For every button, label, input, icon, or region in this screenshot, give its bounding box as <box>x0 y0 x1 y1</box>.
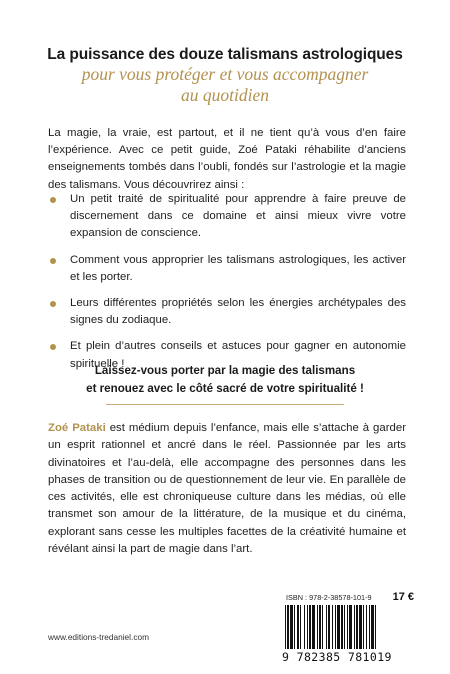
back-cover-title: La puissance des douze talismans astrologiques <box>47 46 403 63</box>
gold-divider <box>106 404 344 405</box>
list-item-text: Comment vous approprier les talismans astrologiques, les activer et les porter. <box>70 253 406 283</box>
isbn-price-row <box>286 590 414 604</box>
subtitle-line-2: au quotidien <box>181 85 269 105</box>
list-item-text: Et plein d’autres conseils et astuces pour gagner en autonomie spirituelle ! <box>70 340 406 370</box>
tagline-line-2: et renouez avec le côté sacré de votre spiritualité ! <box>86 381 364 395</box>
bullet-icon <box>50 344 56 350</box>
intro-paragraph: La magie, la vraie, est partout, et il ne tient qu’à vous d’en faire l’expérience. Avec ce petit guide, Zoé Pataki réhabilite d’anciens enseignements tombés dans l’oubli, fondés sur l’astrologie et la magie des talismans. Vous découvrirez ainsi : <box>48 127 406 191</box>
subtitle-line-1: pour vous protéger et vous accompagner <box>81 64 369 84</box>
list-item <box>48 295 406 329</box>
bullet-icon <box>50 197 56 203</box>
feature-list <box>48 191 406 373</box>
tagline-line-1: Laissez-vous porter par la magie des talismans <box>94 364 356 377</box>
list-item-text: Un petit traité de spiritualité pour apprendre à faire preuve de discernement dans ce domaine et ainsi mieux vivre votre expansion de conscience. <box>70 193 406 240</box>
publisher-website: www.editions-tredaniel.com <box>48 632 149 642</box>
author-bio <box>48 420 406 558</box>
isbn: ISBN : 978-2-38578-101-9 <box>286 592 372 602</box>
list-item <box>48 191 406 243</box>
back-cover-subtitle <box>40 64 410 106</box>
barcode-icon <box>284 605 416 649</box>
list-item <box>48 252 406 286</box>
barcode-number: 9 782385 781019 <box>282 650 392 664</box>
bullet-icon <box>50 258 56 264</box>
tagline <box>30 362 420 397</box>
author-bio-text: est médium depuis l’enfance, mais elle s’attache à garder un esprit rationnel et ancré dans le réel. Passionnée par les arts divinatoires et l’au-delà, elle accompagne des personnes dans les phases de transition ou de questionnement de leur vie. En parallèle de ces activités, elle est chroniqueuse culture dans les médias, où elle transmet son amour de la littérature, de la musique et du cinéma, explorant sans cesse les multiples facettes de la créativité humaine et révélant ainsi la part de magie dans l’art. <box>48 422 406 556</box>
price: 17 € <box>392 591 414 603</box>
author-name: Zoé Pataki <box>48 422 106 434</box>
list-item-text: Leurs différentes propriétés selon les énergies archétypales des signes du zodiaque. <box>70 297 406 327</box>
bullet-icon <box>50 301 56 307</box>
